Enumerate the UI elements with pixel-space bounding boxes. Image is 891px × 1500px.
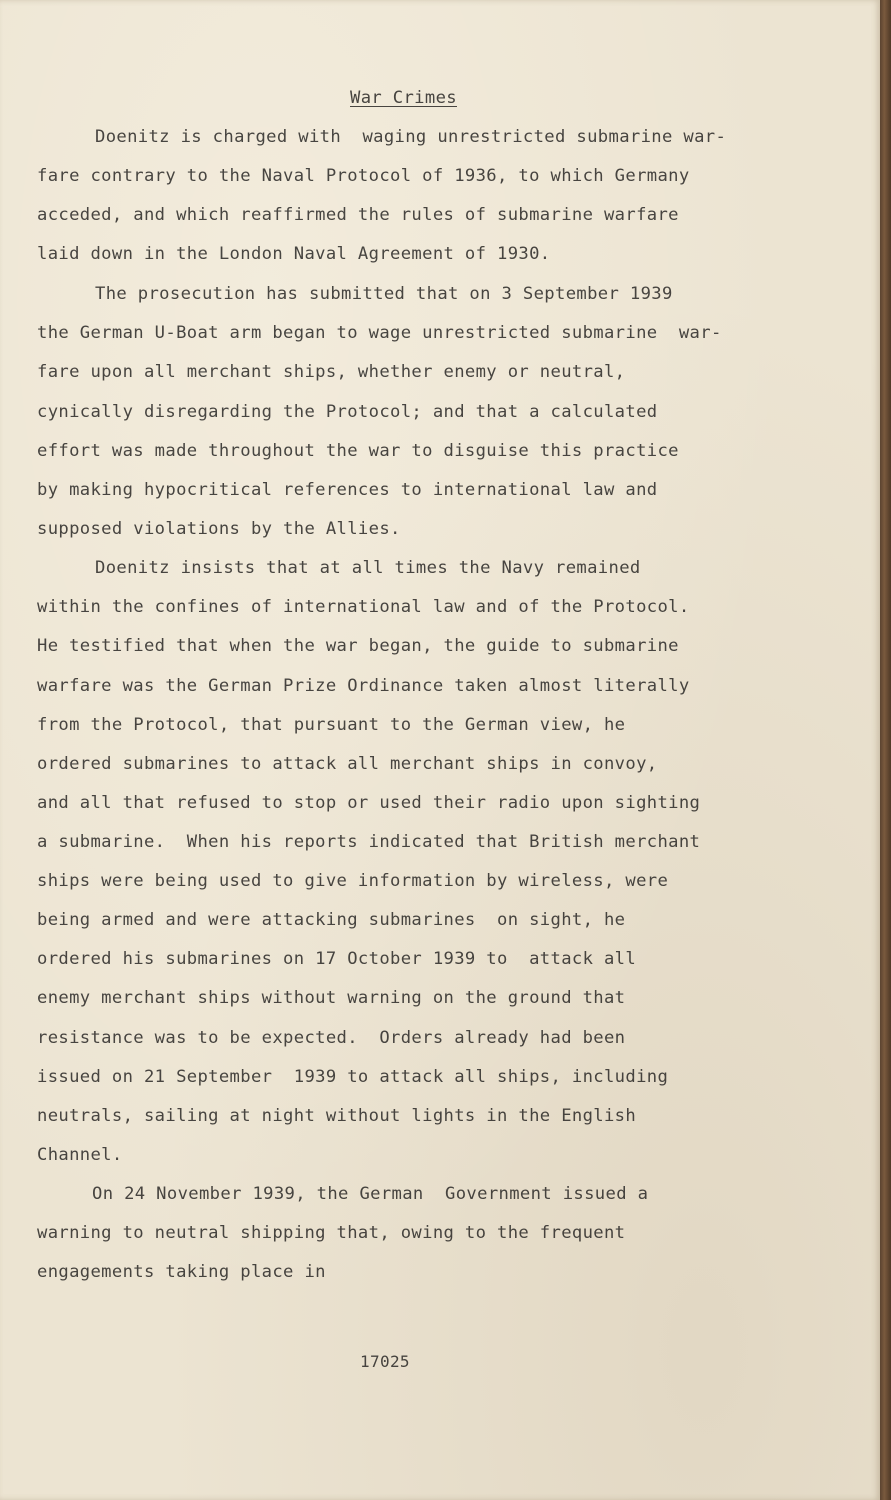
text-line: supposed violations by the Allies. bbox=[37, 519, 401, 539]
text-line: acceded, and which reaffirmed the rules of submarine warfare bbox=[37, 205, 679, 225]
text-line: effort was made throughout the war to disguise this practice bbox=[37, 441, 679, 461]
text-line: engagements taking place in bbox=[37, 1262, 326, 1282]
text-line: warfare was the German Prize Ordinance taken almost literally bbox=[37, 676, 690, 696]
text-line: ordered submarines to attack all merchant ships in convoy, bbox=[37, 754, 658, 774]
text-line: being armed and were attacking submarines on sight, he bbox=[37, 910, 626, 930]
text-line: The prosecution has submitted that on 3 September 1939 bbox=[95, 284, 673, 304]
text-line: laid down in the London Naval Agreement of 1930. bbox=[37, 244, 551, 264]
text-line: resistance was to be expected. Orders already had been bbox=[37, 1028, 626, 1048]
text-line: On 24 November 1939, the German Government issued a bbox=[92, 1184, 649, 1204]
text-line: ships were being used to give information by wireless, were bbox=[37, 871, 669, 891]
text-line: Doenitz insists that at all times the Navy remained bbox=[95, 558, 641, 578]
text-line: from the Protocol, that pursuant to the German view, he bbox=[37, 715, 626, 735]
page-number: 17025 bbox=[360, 1352, 410, 1371]
text-line: cynically disregarding the Protocol; and that a calculated bbox=[37, 402, 658, 422]
text-line: fare contrary to the Naval Protocol of 1936, to which Germany bbox=[37, 166, 690, 186]
text-line: Channel. bbox=[37, 1145, 123, 1165]
text-line: the German U-Boat arm began to wage unrestricted submarine war- bbox=[37, 323, 722, 343]
text-line: warning to neutral shipping that, owing to the frequent bbox=[37, 1223, 626, 1243]
text-line: enemy merchant ships without warning on the ground that bbox=[37, 988, 626, 1008]
text-line: a submarine. When his reports indicated that British merchant bbox=[37, 832, 701, 852]
text-line: ordered his submarines on 17 October 1939 to attack all bbox=[37, 949, 637, 969]
text-line: within the confines of international law and of the Protocol. bbox=[37, 597, 690, 617]
text-line: fare upon all merchant ships, whether enemy or neutral, bbox=[37, 362, 626, 382]
text-line: He testified that when the war began, the guide to submarine bbox=[37, 636, 679, 656]
text-line: neutrals, sailing at night without lights in the English bbox=[37, 1106, 637, 1126]
page-title: War Crimes bbox=[350, 88, 457, 108]
text-line: Doenitz is charged with waging unrestricted submarine war- bbox=[95, 127, 727, 147]
text-line: and all that refused to stop or used their radio upon sighting bbox=[37, 793, 701, 813]
binding-edge bbox=[880, 0, 891, 1500]
text-line: issued on 21 September 1939 to attack all ships, including bbox=[37, 1067, 669, 1087]
text-line: by making hypocritical references to international law and bbox=[37, 480, 658, 500]
